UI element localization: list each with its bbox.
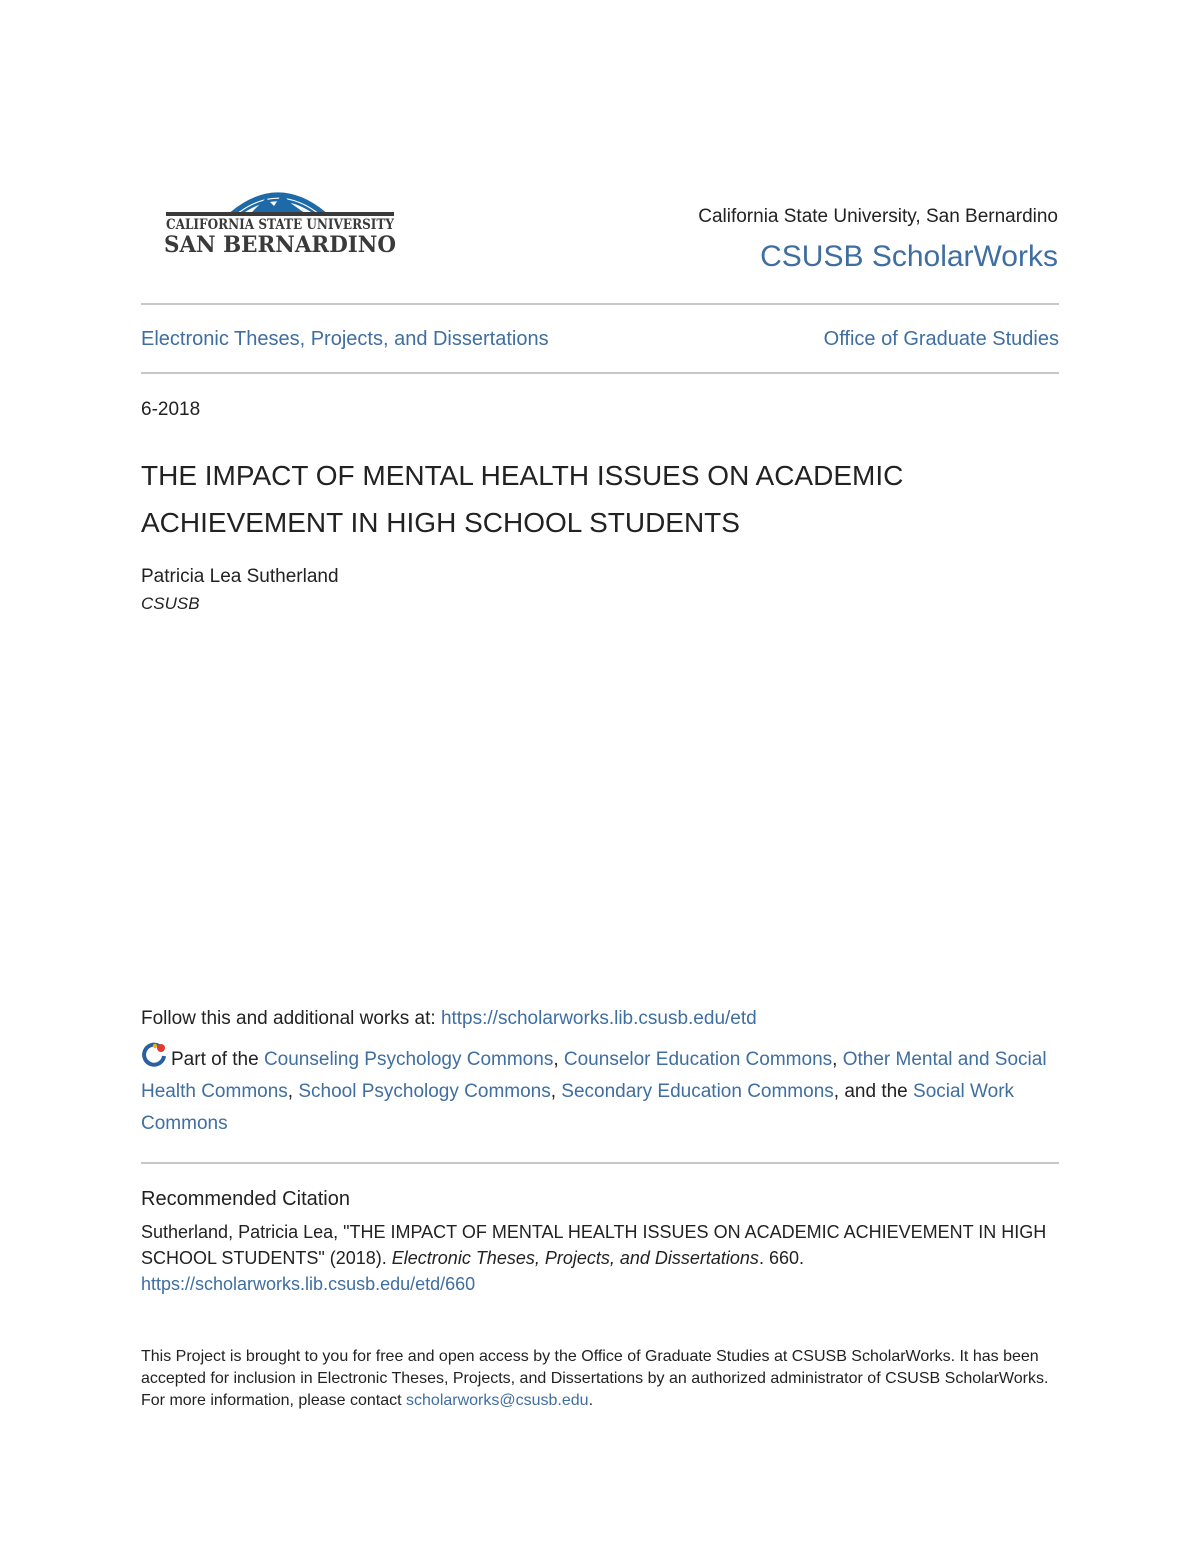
citation-body: Sutherland, Patricia Lea, "THE IMPACT OF MENTAL HEALTH ISSUES ON ACADEMIC ACHIEVEMENT IN HIGH SCHOOL STUDENTS" (2018). bbox=[141, 1222, 1047, 1268]
institution-name: California State University, San Bernardino bbox=[698, 206, 1058, 227]
commons-link-secondary-education[interactable]: Secondary Education Commons bbox=[561, 1081, 834, 1102]
commons-link-social-work[interactable]: Social Work Commons bbox=[141, 1081, 1015, 1134]
logo-line-2: SAN BERNARDINO bbox=[164, 232, 396, 258]
author-affiliation: CSUSB bbox=[141, 594, 200, 613]
citation-text bbox=[141, 1219, 1061, 1297]
csusb-logo-icon bbox=[158, 182, 398, 258]
separator: , bbox=[832, 1049, 843, 1070]
commons-link-other-mental-social-health[interactable]: Other Mental and Social Health Commons bbox=[141, 1049, 1047, 1102]
separator: , bbox=[550, 1081, 562, 1102]
office-link[interactable]: Office of Graduate Studies bbox=[823, 328, 1059, 350]
divider-citation bbox=[141, 1162, 1059, 1164]
commons-link-counselor-education[interactable]: Counselor Education Commons bbox=[563, 1049, 833, 1070]
divider-nav bbox=[141, 372, 1059, 374]
repository-link[interactable]: CSUSB ScholarWorks bbox=[760, 240, 1058, 273]
series-link[interactable]: Electronic Theses, Projects, and Dissertations bbox=[141, 328, 549, 350]
separator: , bbox=[287, 1081, 299, 1102]
author-name: Patricia Lea Sutherland bbox=[141, 566, 339, 587]
network-commons-icon bbox=[141, 1042, 167, 1068]
part-of-prefix: Part of the bbox=[171, 1049, 264, 1070]
part-of-commons bbox=[141, 1042, 1061, 1140]
separator: , and the bbox=[833, 1081, 914, 1102]
citation-number: . 660. bbox=[758, 1248, 804, 1268]
citation-series: Electronic Theses, Projects, and Dissertations bbox=[391, 1248, 759, 1268]
follow-line bbox=[141, 1008, 757, 1030]
access-text: This Project is brought to you for free and open access by the Office of Graduate Studies at CSUSB ScholarWorks. It has been accepted for inclusion in Electronic Theses, Projects, and Dissertations by an authorized administrator of CSUSB ScholarWorks. For more information, please contact bbox=[141, 1348, 1049, 1409]
citation-heading: Recommended Citation bbox=[141, 1188, 350, 1210]
citation-link[interactable]: https://scholarworks.lib.csusb.edu/etd/660 bbox=[141, 1274, 476, 1294]
logo-line-1: CALIFORNIA STATE UNIVERSITY bbox=[166, 217, 395, 233]
access-statement bbox=[141, 1346, 1061, 1412]
publication-date: 6-2018 bbox=[141, 399, 201, 420]
contact-email-link[interactable]: scholarworks@csusb.edu bbox=[406, 1392, 589, 1409]
csusb-logo bbox=[158, 182, 398, 258]
follow-prefix: Follow this and additional works at: bbox=[141, 1008, 441, 1029]
divider-top bbox=[141, 303, 1059, 305]
commons-link-school-psychology[interactable]: School Psychology Commons bbox=[298, 1081, 551, 1102]
commons-link-counseling-psychology[interactable]: Counseling Psychology Commons bbox=[263, 1049, 554, 1070]
separator: , bbox=[553, 1049, 564, 1070]
follow-link[interactable]: https://scholarworks.lib.csusb.edu/etd bbox=[440, 1008, 757, 1029]
access-end: . bbox=[588, 1392, 594, 1409]
document-title: THE IMPACT OF MENTAL HEALTH ISSUES ON ACADEMIC ACHIEVEMENT IN HIGH SCHOOL STUDENTS bbox=[141, 460, 904, 538]
